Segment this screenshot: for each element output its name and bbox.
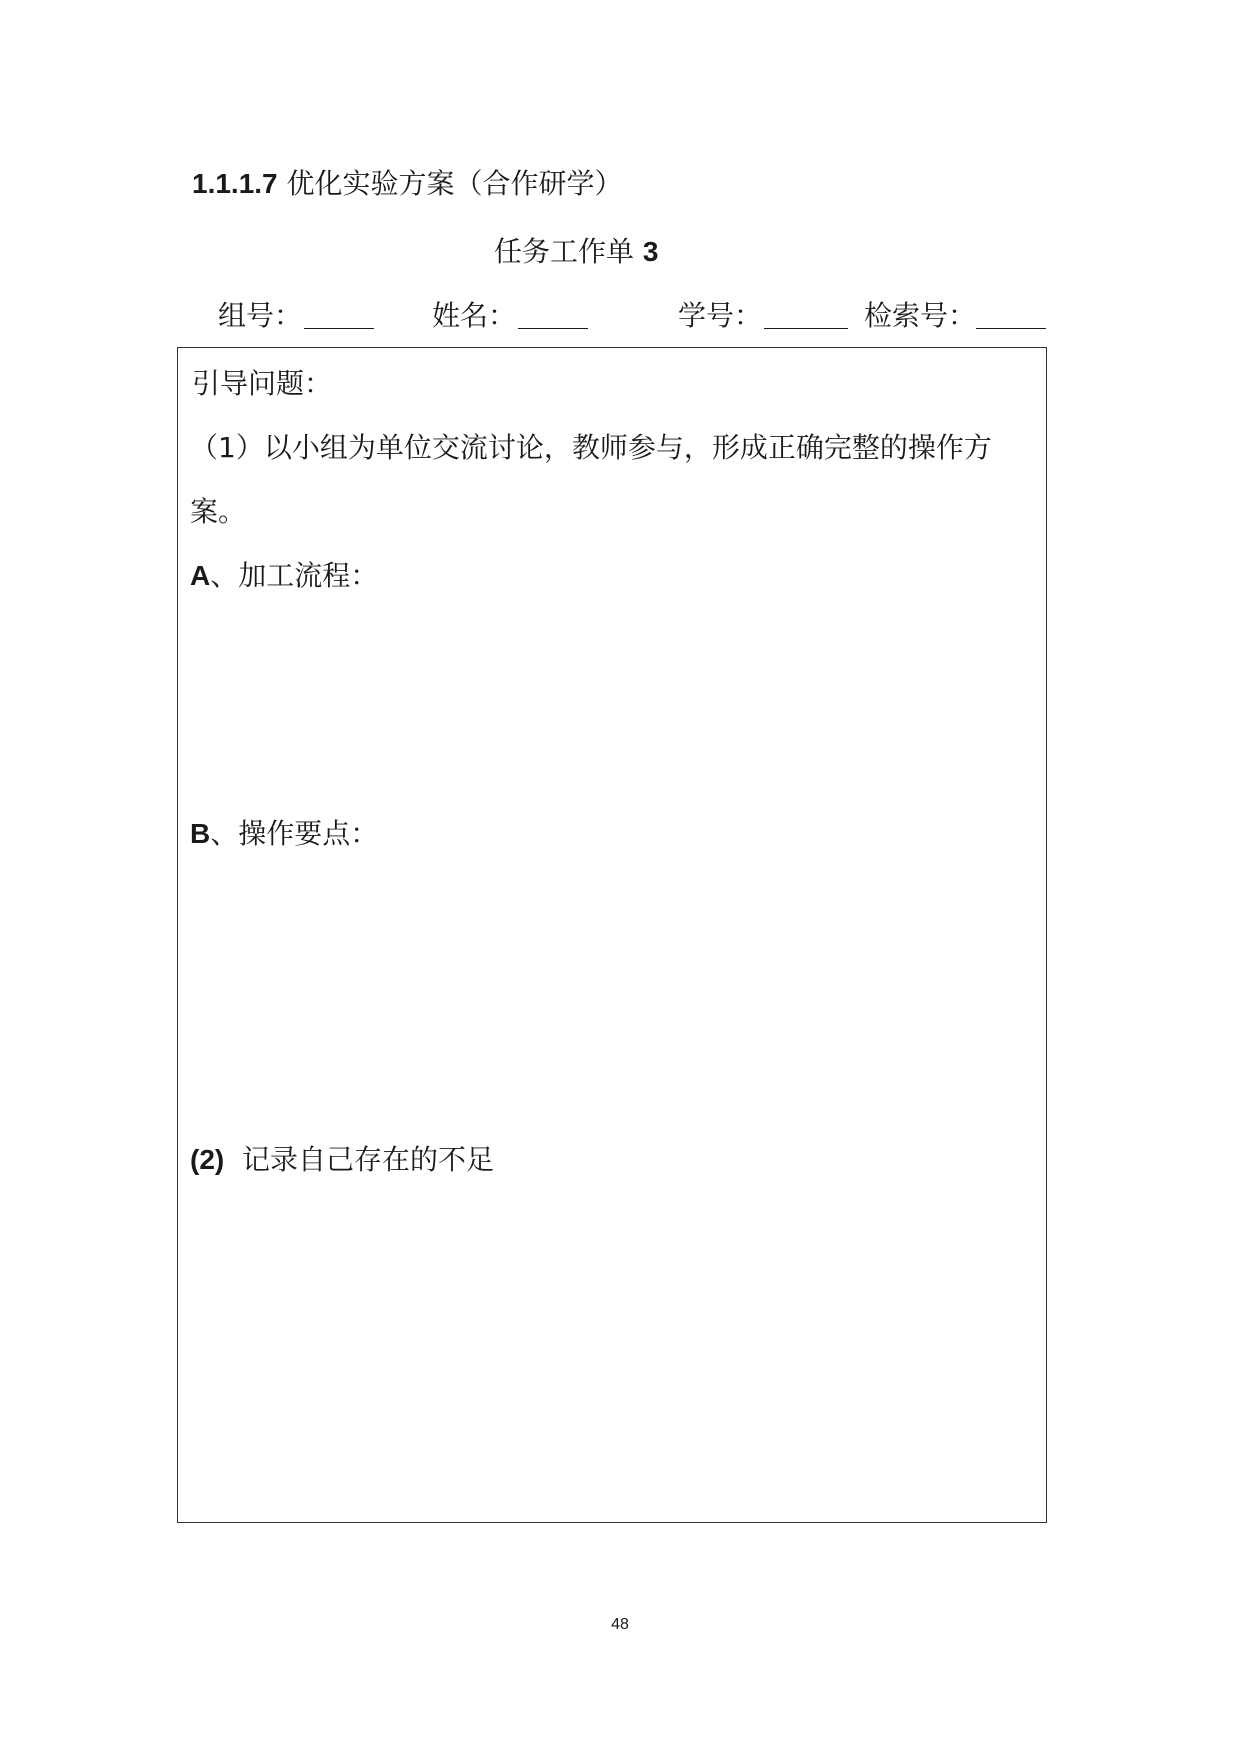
question-1-text: 以小组为单位交流讨论，教师参与，形成正确完整的操作方 xyxy=(263,431,992,464)
info-row xyxy=(0,296,1240,340)
question-1-line-2: 案。 xyxy=(190,495,247,528)
section-b-label xyxy=(190,814,378,854)
search-id-label: 检索号： xyxy=(864,299,977,332)
student-id-blank[interactable] xyxy=(764,328,848,329)
section-b-text: 、操作要点： xyxy=(210,817,379,850)
sheet-title-text: 任务工作单 xyxy=(494,235,635,268)
section-a-label xyxy=(190,556,378,596)
question-1-prefix: （1） xyxy=(190,431,264,464)
section-number: 1.1.1.7 xyxy=(192,168,278,199)
group-blank[interactable] xyxy=(304,328,374,329)
section-title: 优化实验方案（合作研学） xyxy=(286,167,623,200)
sheet-number: 3 xyxy=(642,236,659,267)
guide-label: 引导问题： xyxy=(192,367,333,400)
section-b-answer-area[interactable] xyxy=(190,862,1030,1102)
name-label: 姓名： xyxy=(432,299,517,332)
search-id-blank[interactable] xyxy=(976,328,1046,329)
section-a-prefix: A xyxy=(190,560,211,591)
question-2-prefix: (2) xyxy=(190,1144,225,1175)
section-a-text: 、加工流程： xyxy=(210,559,379,592)
section-heading xyxy=(192,164,623,204)
student-id-label: 学号： xyxy=(678,299,763,332)
section-b-prefix: B xyxy=(190,818,211,849)
question-2-text: 记录自己存在的不足 xyxy=(242,1143,495,1176)
question-2-answer-area[interactable] xyxy=(190,1188,1030,1498)
page-number: 48 xyxy=(611,1616,629,1633)
question-1-line-1 xyxy=(190,428,992,468)
name-blank[interactable] xyxy=(518,328,588,329)
question-2 xyxy=(190,1140,494,1180)
group-label: 组号： xyxy=(218,299,303,332)
section-a-answer-area[interactable] xyxy=(190,604,1030,794)
work-box xyxy=(177,347,1047,1523)
sheet-title xyxy=(494,232,659,272)
